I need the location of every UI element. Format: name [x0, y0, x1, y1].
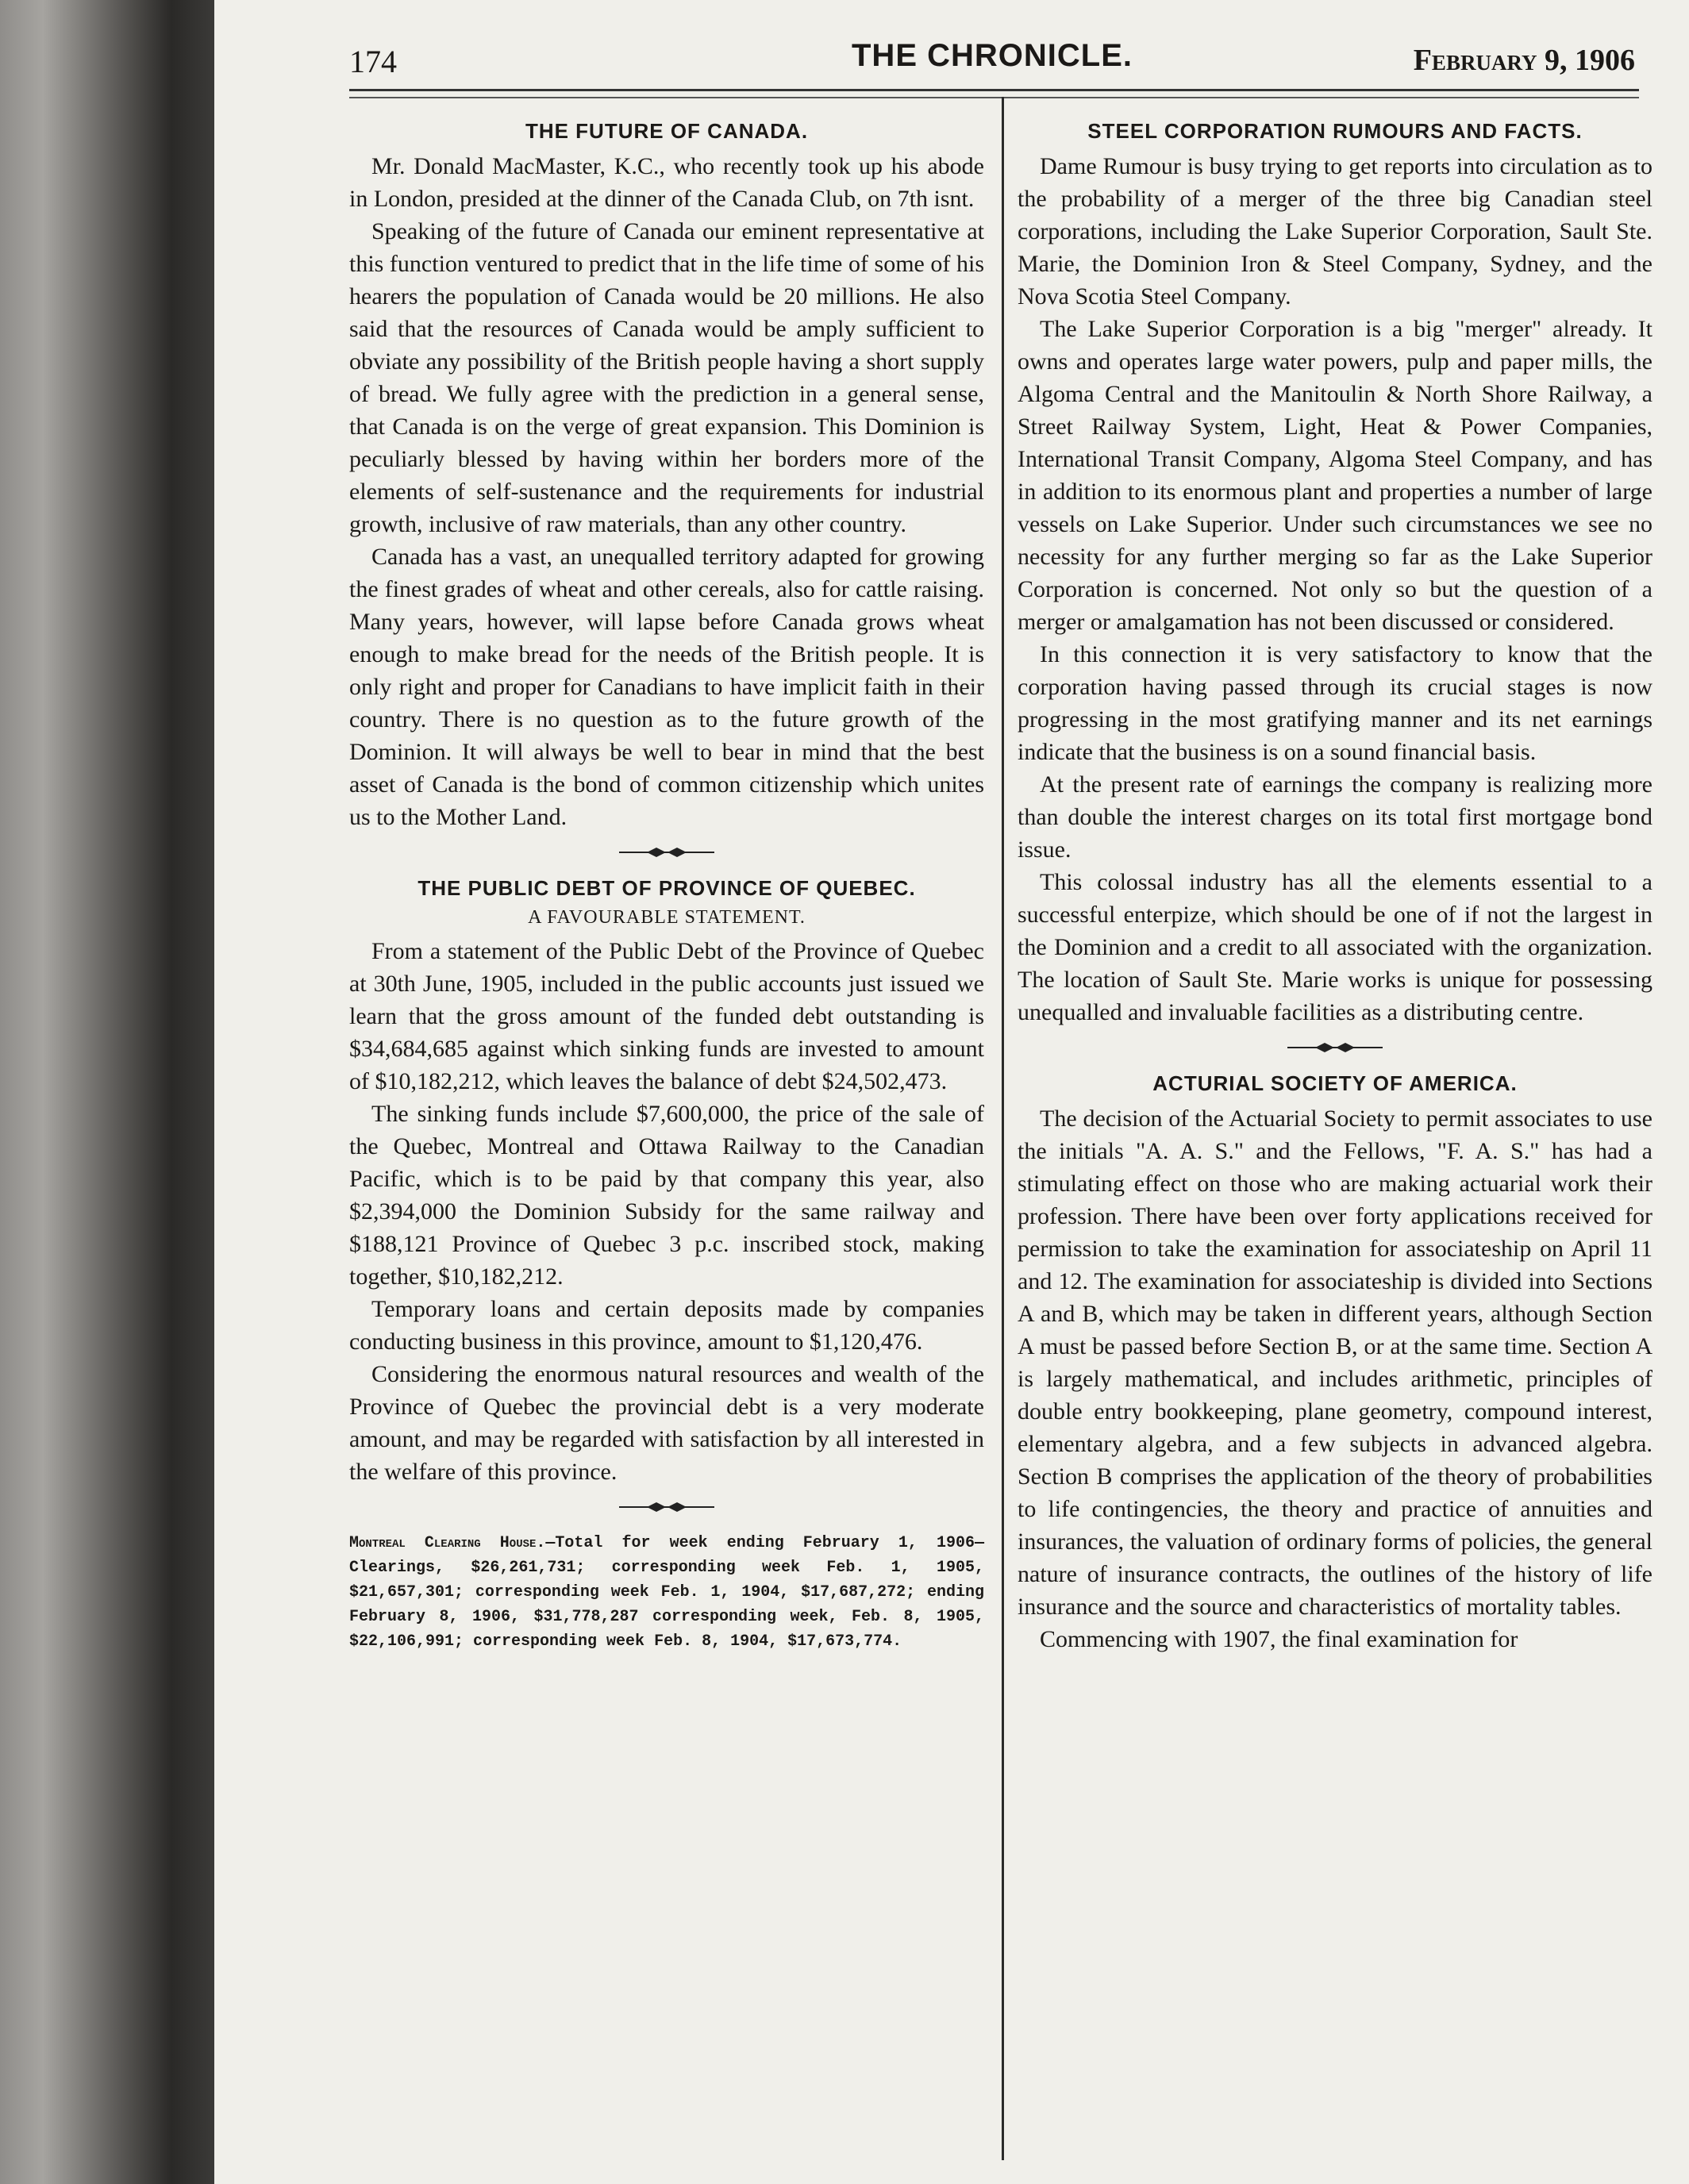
article-paragraph: Dame Rumour is busy trying to get reports into circulation as to the probability of a merger of the three big Canadian steel corporations, including the Lake Superior Corporation, Sault Ste. Marie, the Dominion Iron & Steel Company, Sydney, and the Nova Scotia Steel Company. [1018, 153, 1652, 310]
ornament-divider-icon [349, 1499, 984, 1520]
notice-body: —Total for week ending February 1, 1906—Clearings, $26,261,731; corresponding week Feb. 1, 1905, $21,657,301; corresponding week Feb. 1, 1904, $17,687,272; ending February 8, 1906, $31,778,287 corresponding week, Feb. 8, 1905, $22,106,991; corresponding week Feb. 8, 1904, $17,673,774. [349, 1534, 984, 1651]
article-paragraph: From a statement of the Public Debt of the Province of Quebec at 30th June, 1905, included in the public accounts just issued we learn that the gross amount of the funded debt outstanding is $34,684,685 against which sinking funds are invested to amount of $10,182,212, which leaves the balance of debt $24,502,473. [349, 938, 984, 1094]
article-paragraph: The sinking funds include $7,600,000, the price of the sale of the Quebec, Montreal and Ottawa Railway to the Canadian Pacific, which is to be paid by that company this year, also $2,394,000 the Dominion Subsidy for the same railway and $188,121 Province of Quebec 3 p.c. inscribed stock, making together, $10,182,212. [349, 1101, 984, 1290]
article-future-of-canada [349, 119, 984, 833]
column-divider [1002, 97, 1004, 2160]
book-binding-edge [0, 0, 214, 2184]
header-rule [349, 89, 1639, 91]
article-actuarial-society [1018, 1071, 1652, 1655]
issue-date: February 9, 1906 [1413, 44, 1635, 77]
article-title: STEEL CORPORATION RUMOURS AND FACTS. [1087, 119, 1583, 143]
article-paragraph: In this connection it is very satisfactory to know that the corporation having passed through its crucial stages is now progressing in the most gratifying manner and its net earnings indicate that the business is on a sound financial basis. [1018, 641, 1652, 765]
article-paragraph: Considering the enormous natural resources and wealth of the Province of Quebec the provincial debt is a very moderate amount, and may be regarded with satisfaction by all interested in the welfare of this province. [349, 1361, 984, 1485]
left-column [349, 119, 984, 1654]
running-head [349, 38, 1635, 94]
notice-lead: Montreal Clearing House. [349, 1534, 546, 1552]
article-paragraph: At the present rate of earnings the company is realizing more than double the interest charges on its total first mortgage bond issue. [1018, 771, 1652, 863]
page-number: 174 [349, 44, 397, 79]
article-paragraph: Canada has a vast, an unequalled territory adapted for growing the finest grades of wheat and other cereals, also for cattle raising. Many years, however, will lapse before Canada grows wheat enough to make bread for the needs of the British people. It is only right and proper for Canadians to have implicit faith in their country. There is no question as to the future growth of the Dominion. It will always be well to bear in mind that the best asset of Canada is the bond of common citizenship which unites us to the Mother Land. [349, 544, 984, 830]
article-steel-corporation [1018, 119, 1652, 1029]
notice-clearing-house [349, 1531, 984, 1654]
article-public-debt-quebec [349, 876, 984, 1488]
header-rule [349, 97, 1639, 98]
ornament-divider-icon [349, 844, 984, 865]
article-title: ACTURIAL SOCIETY OF AMERICA. [1152, 1071, 1518, 1095]
ornament-divider-icon [1018, 1040, 1652, 1060]
article-paragraph: The decision of the Actuarial Society to permit associates to use the initials "A. A. S." and the Fellows, "F. A. S." has had a stimulating effect on those who are making actuarial work their profession. There have been over forty applications received for permission to take the examination for associateship on April 11 and 12. The examination for associateship is divided into Sections A and B, which may be taken in different years, although Section A must be passed before Section B, or at the same time. Section A is largely mathematical, and includes arithmetic, principles of double entry bookkeeping, plane geometry, compound interest, elementary algebra, and a few subjects in advanced algebra. Section B comprises the application of the theory of probabilities to life contingencies, the theory and practice of annuities and insurances, the valuation of ordinary forms of policies, the general nature of insurance contracts, the outlines of the history of life insurance and the source and characteristics of mortality tables. [1018, 1105, 1652, 1620]
article-subtitle: A FAVOURABLE STATEMENT. [528, 907, 806, 928]
journal-title: THE CHRONICLE. [852, 38, 1133, 73]
article-paragraph: Speaking of the future of Canada our eminent representative at this function ventured to predict that in the life time of some of his hearers the population of Canada would be 20 millions. He also said that the resources of Canada would be amply sufficient to obviate any possibility of the British people having a short supply of bread. We fully agree with the prediction in a general sense, that Canada is on the verge of great expansion. This Dominion is peculiarly blessed by having within her borders more of the elements of self-sustenance and the requirements for industrial growth, inclusive of raw materials, than any other country. [349, 218, 984, 537]
article-paragraph: Temporary loans and certain deposits made by companies conducting business in this province, amount to $1,120,476. [349, 1296, 984, 1355]
article-title: THE FUTURE OF CANADA. [525, 119, 809, 143]
article-title: THE PUBLIC DEBT OF PROVINCE OF QUEBEC. [417, 876, 916, 900]
article-paragraph: The Lake Superior Corporation is a big "merger" already. It owns and operates large water powers, pulp and paper mills, the Algoma Central and the Manitoulin & North Shore Railway, a Street Railway System, Light, Heat & Power Companies, International Transit Company, Algoma Steel Company, and has in addition to its enormous plant and properties a number of large vessels on Lake Superior. Under such circumstances we see no necessity for any further merging so far as the Lake Superior Corporation is concerned. Not only so but the question of a merger or amalgamation has not been discussed or considered. [1018, 316, 1652, 635]
article-paragraph: Mr. Donald MacMaster, K.C., who recently took up his abode in London, presided at the dinner of the Canada Club, on 7th isnt. [349, 153, 984, 212]
notice-text [349, 1531, 984, 1654]
article-paragraph: This colossal industry has all the elements essential to a successful enterpize, which should be one of if not the largest in the Dominion and a credit to all associated with the organization. The location of Sault Ste. Marie works is unique for possessing unequalled and invaluable facilities as a distributing centre. [1018, 869, 1652, 1025]
right-column [1018, 119, 1652, 1655]
article-paragraph: Commencing with 1907, the final examination for [1040, 1626, 1518, 1652]
